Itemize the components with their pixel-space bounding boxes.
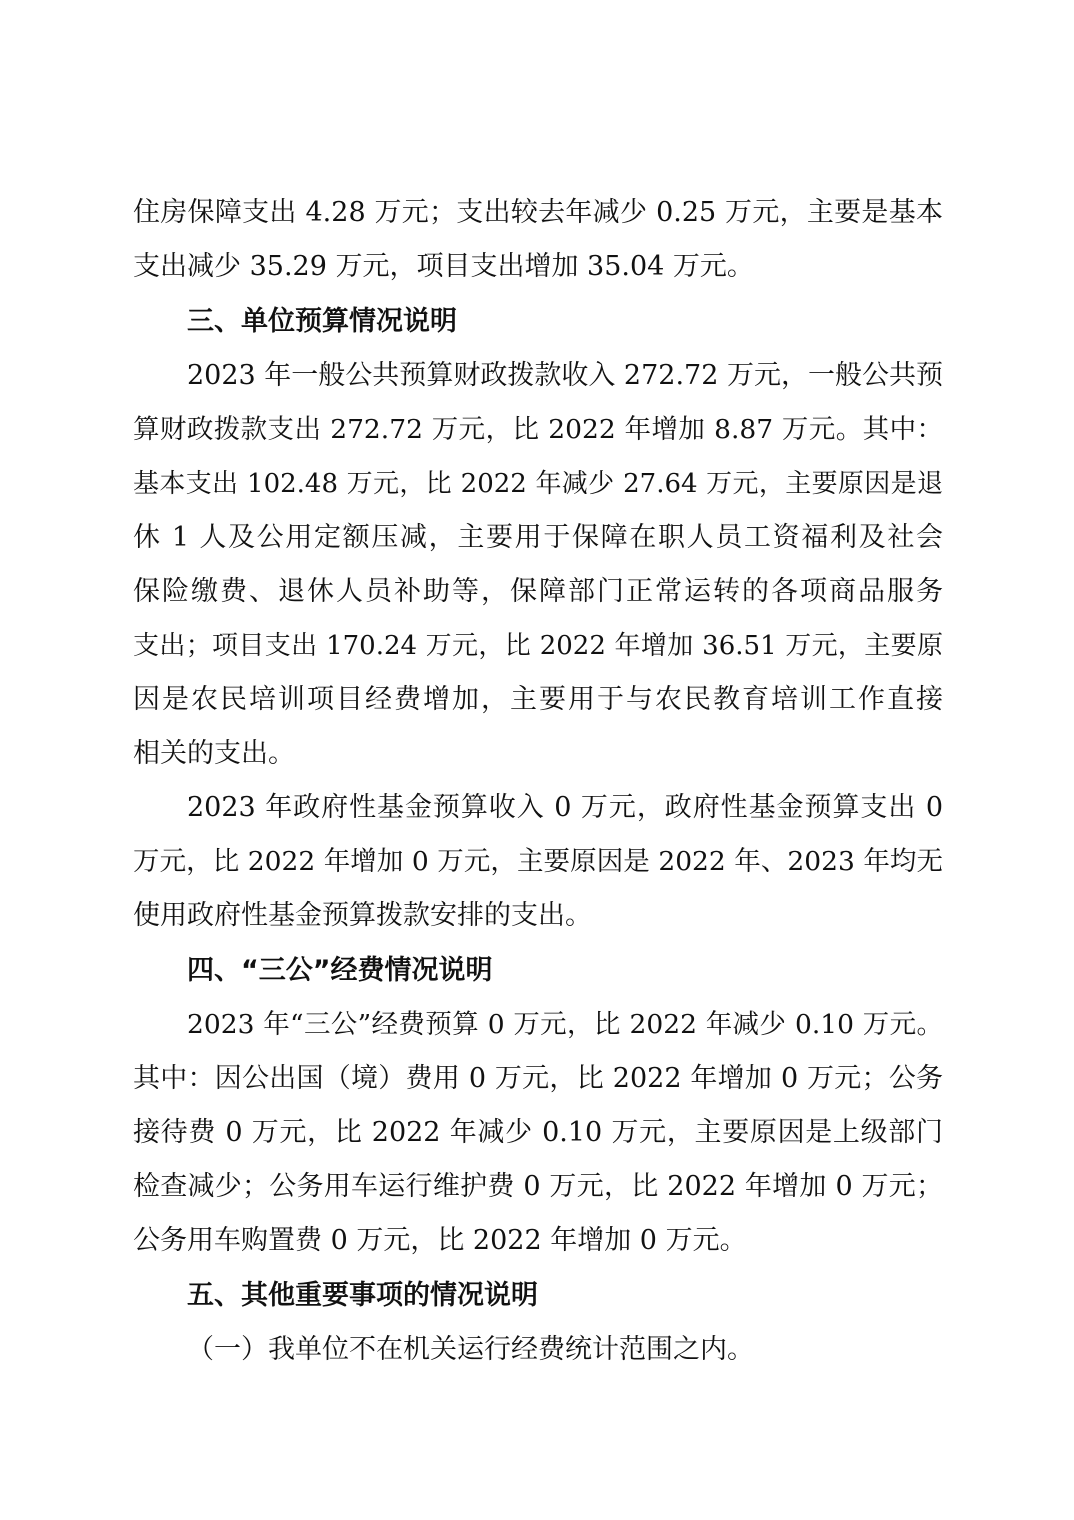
- paragraph-line: 2023 年政府性基金预算收入 0 万元，政府性基金预算支出 0: [187, 792, 943, 823]
- paragraph-line: 接待费 0 万元，比 2022 年减少 0.10 万元，主要原因是上级部门: [133, 1117, 943, 1148]
- paragraph-line: 算财政拨款支出 272.72 万元，比 2022 年增加 8.87 万元。其中：: [133, 414, 943, 445]
- section-heading-4: 四、“三公”经费情况说明: [187, 955, 493, 986]
- paragraph-line: （一）我单位不在机关运行经费统计范围之内。: [187, 1334, 754, 1365]
- paragraph-line: 支出；项目支出 170.24 万元，比 2022 年增加 36.51 万元，主要原: [133, 631, 943, 661]
- paragraph-line: 支出减少 35.29 万元，项目支出增加 35.04 万元。: [133, 251, 754, 282]
- paragraph-line: 因是农民培训项目经费增加，主要用于与农民教育培训工作直接: [133, 684, 943, 715]
- paragraph-line: 保险缴费、退休人员补助等，保障部门正常运转的各项商品服务: [133, 576, 943, 607]
- section-heading-3: 三、单位预算情况说明: [187, 306, 457, 337]
- section-heading-5: 五、其他重要事项的情况说明: [187, 1280, 538, 1311]
- paragraph-line: 其中：因公出国（境）费用 0 万元，比 2022 年增加 0 万元；公务: [133, 1063, 943, 1094]
- paragraph-line: 休 1 人及公用定额压减，主要用于保障在职人员工资福利及社会: [133, 522, 943, 553]
- paragraph-line: 相关的支出。: [133, 738, 295, 769]
- paragraph-line: 基本支出 102.48 万元，比 2022 年减少 27.64 万元，主要原因是退: [133, 469, 943, 499]
- paragraph-line: 公务用车购置费 0 万元，比 2022 年增加 0 万元。: [133, 1225, 747, 1256]
- paragraph-line: 2023 年“三公”经费预算 0 万元，比 2022 年减少 0.10 万元。: [187, 1009, 943, 1040]
- paragraph-line: 住房保障支出 4.28 万元；支出较去年减少 0.25 万元，主要是基本: [133, 197, 943, 228]
- paragraph-line: 2023 年一般公共预算财政拨款收入 272.72 万元，一般公共预: [187, 360, 943, 391]
- paragraph-line: 使用政府性基金预算拨款安排的支出。: [133, 900, 592, 931]
- paragraph-line: 检查减少；公务用车运行维护费 0 万元，比 2022 年增加 0 万元；: [133, 1171, 943, 1202]
- paragraph-line: 万元，比 2022 年增加 0 万元，主要原因是 2022 年、2023 年均无: [133, 846, 943, 877]
